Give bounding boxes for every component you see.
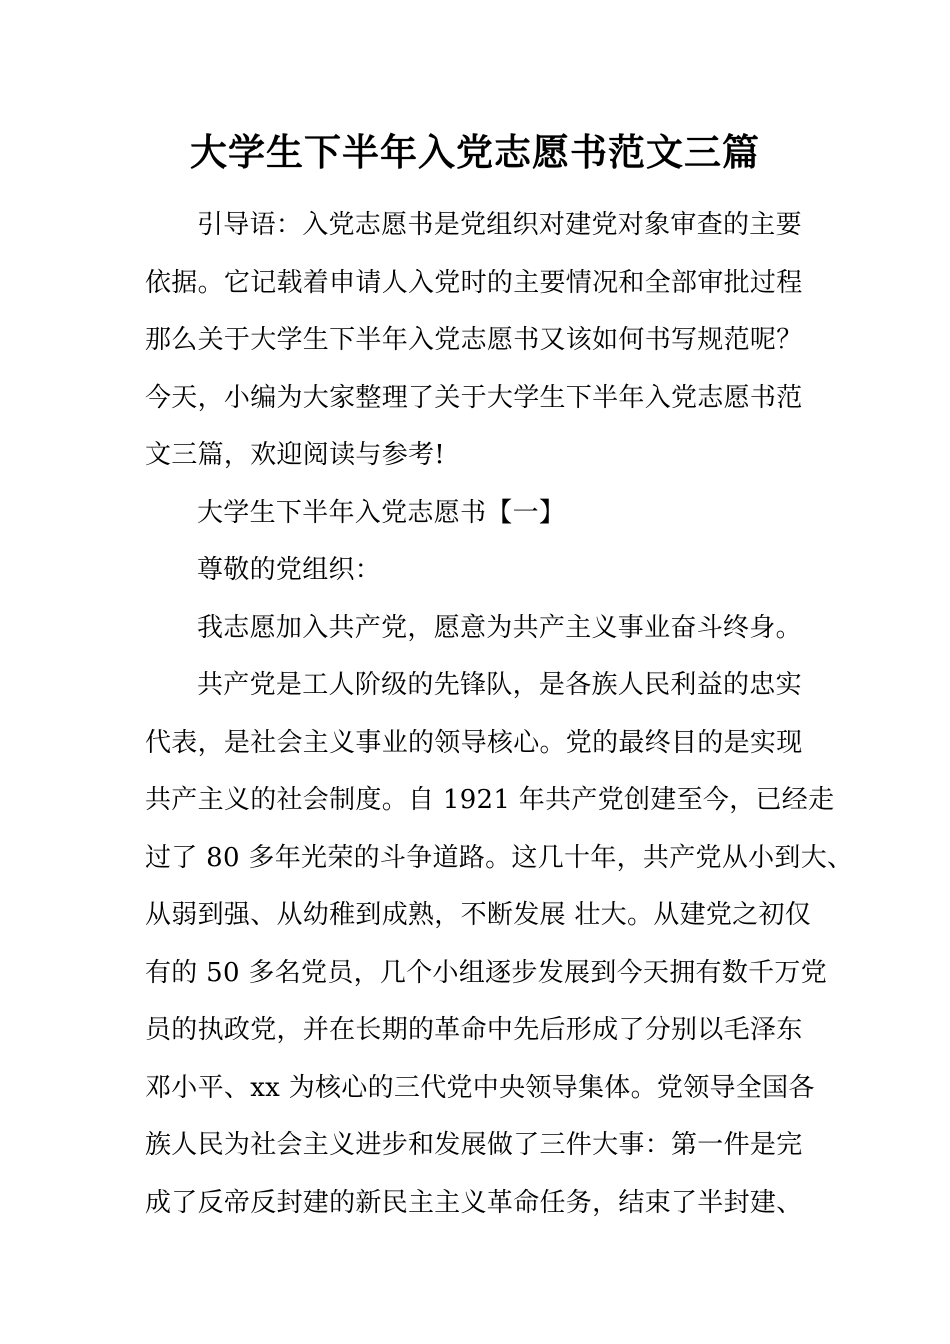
text-line: 文三篇，欢迎阅读与参考! xyxy=(145,440,446,470)
text-line: 依据。它记载着申请人入党时的主要情况和全部审批过程 xyxy=(145,267,803,298)
text-line: 今天，小编为大家整理了关于大学生下半年入党志愿书范 xyxy=(145,382,803,413)
text-line: 大学生下半年入党志愿书【一】 xyxy=(197,497,566,528)
text-line: 员的执政党，并在长期的革命中先后形成了分别以毛泽东 xyxy=(145,1015,803,1045)
text-line: 那么关于大学生下半年入党志愿书又该如何书写规范呢？ xyxy=(145,325,803,355)
text-line: 邓小平、xx 为核心的三代党中央领导集体。党领导全国各 xyxy=(145,1072,815,1103)
document-body xyxy=(145,197,854,1232)
text-line: 我志愿加入共产党，愿意为共产主义事业奋斗终身。 xyxy=(197,612,802,643)
text-line: 有的 50 多名党员，几个小组逐步发展到今天拥有数千万党 xyxy=(145,957,828,988)
text-line: 从弱到强、从幼稚到成熟，不断发展 壮大。从建党之初仅 xyxy=(145,900,812,930)
text-line: 引导语：入党志愿书是党组织对建党对象审查的主要 xyxy=(197,210,802,240)
document-title: 大学生下半年入党志愿书范文三篇 xyxy=(190,130,760,174)
text-line: 成了反帝反封建的新民主主义革命任务，结束了半封建、 xyxy=(145,1187,803,1218)
text-line: 族人民为社会主义进步和发展做了三件大事：第一件是完 xyxy=(145,1130,803,1160)
text-line: 共产党是工人阶级的先锋队，是各族人民利益的忠实 xyxy=(197,670,802,700)
text-line: 过了 80 多年光荣的斗争道路。这几十年，共产党从小到大、 xyxy=(145,842,854,873)
text-line: 尊敬的党组织： xyxy=(197,555,382,585)
text-line: 共产主义的社会制度。自 1921 年共产党创建至今，已经走 xyxy=(145,785,835,815)
text-line: 代表，是社会主义事业的领导核心。党的最终目的是实现 xyxy=(145,727,803,758)
